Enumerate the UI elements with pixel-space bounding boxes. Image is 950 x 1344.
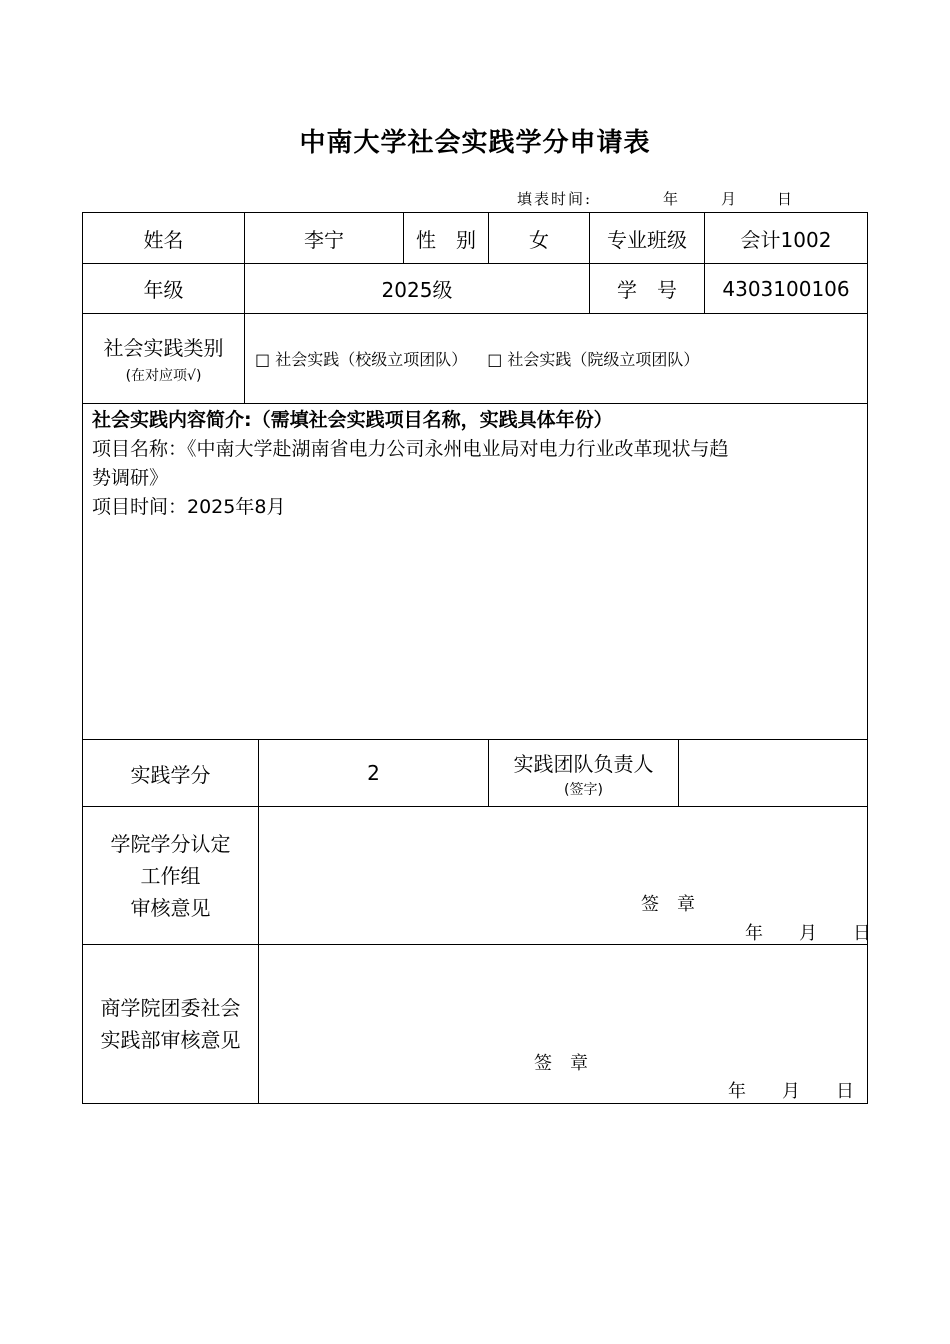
credit-label: 实践学分 <box>82 739 259 807</box>
student-id-label: 学 号 <box>589 263 705 314</box>
college-review-date: 年 月 日 <box>745 923 871 944</box>
name-value[interactable]: 李宁 <box>244 212 404 264</box>
fill-time-month: 月 <box>721 190 739 208</box>
college-review-line2: 工作组 <box>140 863 201 888</box>
college-review-line1: 学院学分认定 <box>110 831 231 856</box>
grade-value[interactable]: 2025级 <box>244 263 590 314</box>
gender-label: 性 别 <box>403 212 489 264</box>
college-review-line3: 审核意见 <box>130 895 211 920</box>
leader-signature[interactable] <box>678 739 868 807</box>
league-review-date: 年 月 日 <box>728 1081 854 1102</box>
category-options <box>244 313 868 404</box>
college-review-seal: 签 章 <box>641 894 695 915</box>
form-title: 中南大学社会实践学分申请表 <box>299 128 651 158</box>
fill-time-label: 填表时间: <box>517 190 593 208</box>
league-review-line2: 实践部审核意见 <box>100 1028 241 1052</box>
leader-label: 实践团队负责人 <box>513 751 654 776</box>
category-label-cell <box>82 313 245 404</box>
league-review-line1: 商学院团委社会 <box>100 996 241 1020</box>
content-cell[interactable] <box>82 403 868 740</box>
name-label: 姓名 <box>82 212 245 264</box>
leader-sublabel: (签字) <box>564 781 603 798</box>
fill-time-year: 年 <box>663 190 681 208</box>
category-sublabel: (在对应项√) <box>125 368 202 384</box>
credit-value[interactable]: 2 <box>258 739 489 807</box>
content-time-line: 项目时间：2025年8月 <box>92 496 286 518</box>
grade-label: 年级 <box>82 263 245 314</box>
league-review-label <box>82 944 259 1104</box>
class-label: 专业班级 <box>589 212 705 264</box>
college-review-label <box>82 806 259 945</box>
college-review-area[interactable] <box>258 806 871 945</box>
content-project-line2: 势调研》 <box>92 467 169 489</box>
content-heading: 社会实践内容简介:（需填社会实践项目名称，实践具体年份） <box>92 409 613 431</box>
student-id-value[interactable]: 4303100106 <box>704 263 868 314</box>
league-review-area[interactable] <box>258 944 868 1104</box>
content-project-line1: 项目名称：《中南大学赴湖南省电力公司永州电业局对电力行业改革现状与趋 <box>92 438 729 460</box>
fill-time-day: 日 <box>777 190 795 208</box>
gender-value[interactable]: 女 <box>488 212 590 264</box>
leader-label-cell <box>488 739 679 807</box>
category-option-college[interactable]: □ 社会实践（院级立项团队） <box>487 350 700 369</box>
class-value[interactable]: 会计1002 <box>704 212 868 264</box>
category-option-school[interactable]: □ 社会实践（校级立项团队） <box>255 350 468 369</box>
category-label: 社会实践类别 <box>103 336 224 360</box>
league-review-seal: 签 章 <box>534 1053 588 1074</box>
